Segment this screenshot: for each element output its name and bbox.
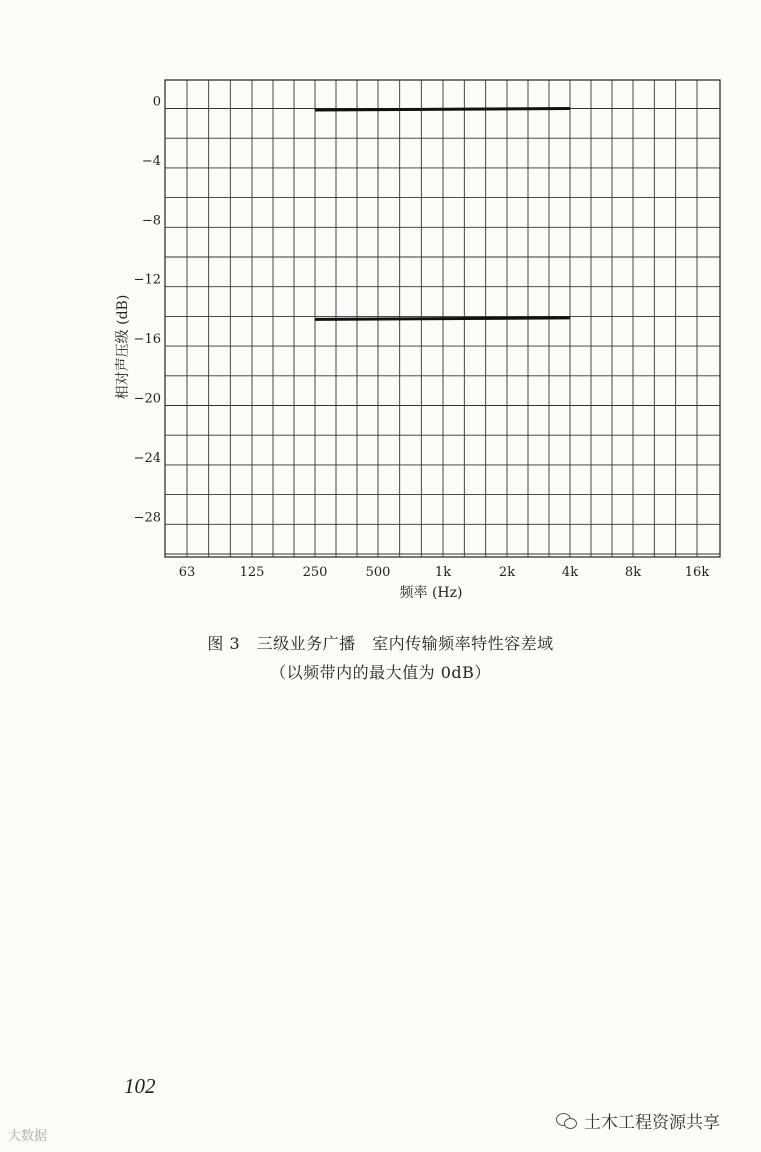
y-tick-label: −4: [141, 153, 161, 169]
x-tick-label: 16k: [684, 565, 710, 580]
watermark-left: 大数据: [8, 1129, 48, 1144]
y-tick-label: −24: [133, 450, 161, 466]
wechat-icon: [556, 1112, 578, 1130]
page-number: 102: [124, 1074, 156, 1098]
y-tick-label: 0: [152, 94, 161, 110]
x-tick-label: 1k: [434, 565, 452, 580]
y-tick-label: −12: [133, 272, 161, 288]
y-tick-label: −16: [133, 332, 161, 348]
x-tick-label: 2k: [498, 565, 516, 580]
x-tick-label: 125: [239, 565, 265, 580]
x-tick-label: 63: [178, 565, 196, 580]
y-tick-label: −28: [133, 510, 161, 526]
x-tick-label: 4k: [561, 565, 579, 580]
y-tick-labels: [134, 95, 161, 526]
watermark-right: [556, 1108, 720, 1133]
y-axis-label: 相对声压级 (dB): [115, 294, 131, 400]
lower-tolerance-line: [315, 318, 570, 319]
figure-caption: 图 3 三级业务广播 室内传输频率特性容差域: [207, 634, 554, 653]
x-tick-label: 8k: [624, 565, 642, 580]
upper-tolerance-line: [315, 109, 570, 110]
x-axis-label: 频率 (Hz): [399, 585, 463, 601]
y-tick-label: −8: [141, 213, 161, 229]
x-tick-label: 500: [365, 565, 391, 580]
series-lines: [315, 109, 570, 320]
y-tick-label: −20: [133, 391, 161, 407]
watermark-right-text: 土木工程资源共享: [584, 1113, 720, 1133]
figure-caption-note: （以频带内的最大值为 0dB）: [270, 663, 491, 682]
x-tick-labels: [179, 565, 710, 580]
x-tick-label: 250: [302, 565, 328, 580]
